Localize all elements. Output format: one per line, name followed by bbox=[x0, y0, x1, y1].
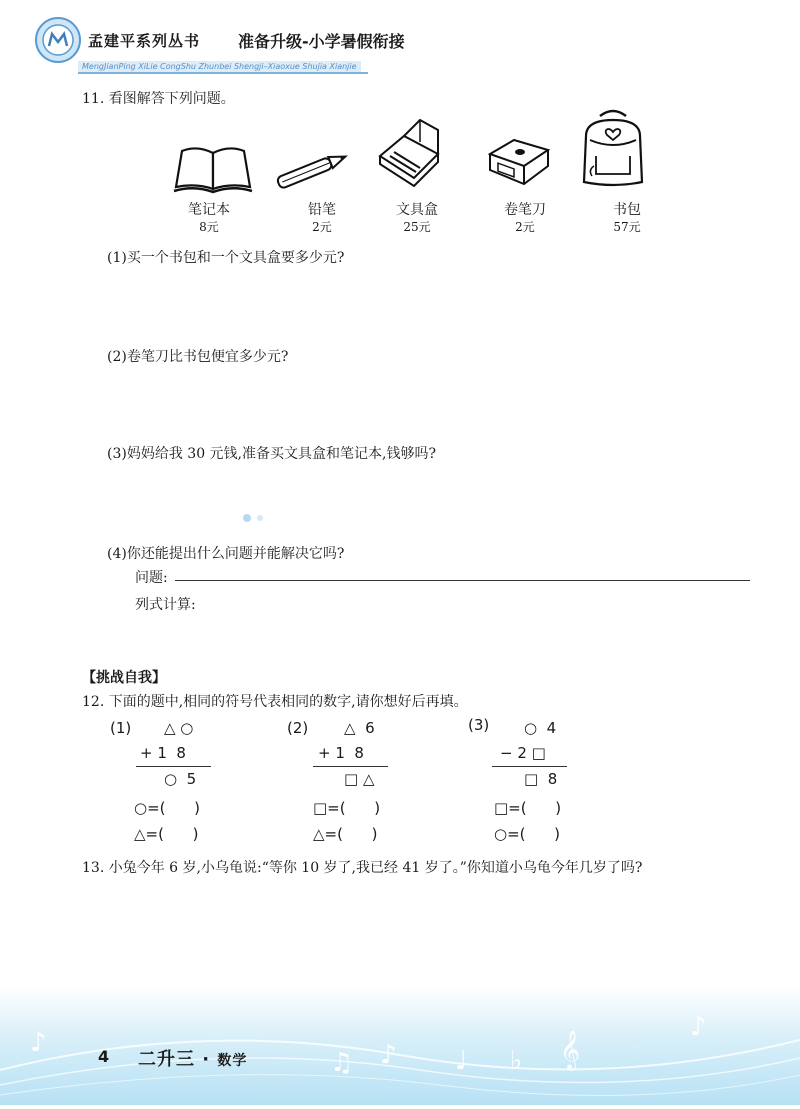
pencil-icon bbox=[272, 150, 352, 194]
wave-decoration bbox=[0, 1000, 800, 1109]
item-price-pencil: 2元 bbox=[312, 220, 332, 234]
question-11-2: (2)卷笔刀比书包便宜多少元? bbox=[107, 349, 289, 365]
music-note-icon: ♪ bbox=[380, 1040, 397, 1070]
question-label: 问题: bbox=[135, 570, 168, 586]
item-name-sharpener: 卷笔刀 bbox=[504, 202, 546, 218]
problem-1-rule bbox=[136, 766, 211, 767]
problem-3-rule bbox=[492, 766, 567, 767]
problem-3-label: (3) bbox=[468, 716, 490, 734]
problem-1-answer-2[interactable]: △=( ) bbox=[134, 825, 199, 843]
problem-2-rule bbox=[313, 766, 388, 767]
problem-2-answer-2[interactable]: △=( ) bbox=[313, 825, 378, 843]
item-name-pencil-case: 文具盒 bbox=[396, 202, 438, 218]
publisher-logo bbox=[34, 16, 82, 64]
page-number: 4 bbox=[98, 1047, 110, 1066]
question-12: 12. 下面的题中,相同的符号代表相同的数字,请你想好后再填。 bbox=[82, 694, 468, 710]
music-note-icon: ♪ bbox=[690, 1012, 707, 1042]
problem-2-label: (2) bbox=[287, 719, 309, 737]
question-11-3: (3)妈妈给我 30 元钱,准备买文具盒和笔记本,钱够吗? bbox=[107, 446, 436, 462]
subject-text: 数学 bbox=[217, 1053, 248, 1069]
music-flat-icon: ♭ bbox=[510, 1046, 523, 1076]
item-price-notebook: 8元 bbox=[199, 220, 219, 234]
decorative-dots bbox=[242, 508, 268, 527]
problem-1-mid: + 1 8 bbox=[140, 744, 186, 762]
item-price-sharpener: 2元 bbox=[515, 220, 535, 234]
answer-line[interactable] bbox=[175, 580, 750, 581]
notebook-icon bbox=[172, 143, 254, 199]
sharpener-icon bbox=[484, 128, 554, 192]
separator-dot: · bbox=[195, 1049, 218, 1070]
problem-3-top: ○ 4 bbox=[524, 719, 557, 737]
problem-1-bot: ○ 5 bbox=[164, 770, 197, 788]
music-note-icon: ♪ bbox=[30, 1028, 47, 1058]
problem-1-label: (1) bbox=[110, 719, 132, 737]
series-name: 孟建平系列丛书 bbox=[88, 32, 201, 50]
problem-2-answer-1[interactable]: □=( ) bbox=[313, 799, 381, 817]
book-title: 准备升级-小学暑假衔接 bbox=[238, 32, 405, 51]
problem-2-top: △ 6 bbox=[344, 719, 375, 737]
problem-3-mid: − 2 □ bbox=[500, 744, 546, 762]
item-name-notebook: 笔记本 bbox=[188, 202, 230, 218]
music-note-icon: ♫ bbox=[330, 1048, 354, 1078]
grade-label bbox=[138, 1045, 247, 1071]
problem-3-bot: □ 8 bbox=[524, 770, 558, 788]
question-13: 13. 小兔今年 6 岁,小乌龟说:“等你 10 岁了,我已经 41 岁了。”你知道小乌龟今年几岁了吗? bbox=[82, 860, 643, 876]
problem-2-mid: + 1 8 bbox=[318, 744, 364, 762]
problem-3-answer-2[interactable]: ○=( ) bbox=[494, 825, 560, 843]
schoolbag-icon bbox=[578, 108, 648, 194]
item-name-schoolbag: 书包 bbox=[613, 202, 641, 218]
header-rule bbox=[78, 72, 368, 74]
calc-label: 列式计算: bbox=[135, 597, 196, 613]
problem-3-answer-1[interactable]: □=( ) bbox=[494, 799, 562, 817]
item-price-schoolbag: 57元 bbox=[613, 220, 641, 234]
question-11-1: (1)买一个书包和一个文具盒要多少元? bbox=[107, 250, 345, 266]
question-11-title: 11. 看图解答下列问题。 bbox=[82, 91, 235, 107]
item-price-pencil-case: 25元 bbox=[403, 220, 431, 234]
challenge-heading: 【挑战自我】 bbox=[82, 670, 166, 686]
pinyin-subtitle: MengJianPing XiLie CongShu Zhunbei Shengji–Xiaoxue Shujia Xianjie bbox=[78, 61, 361, 72]
treble-clef-icon: 𝄞 bbox=[560, 1030, 581, 1070]
problem-2-bot: □ △ bbox=[344, 770, 375, 788]
pencil-case-icon bbox=[374, 118, 444, 194]
item-name-pencil: 铅笔 bbox=[308, 202, 336, 218]
music-note-icon: ♩ bbox=[455, 1046, 468, 1076]
grade-text: 二升三 bbox=[138, 1049, 195, 1070]
problem-1-answer-1[interactable]: ○=( ) bbox=[134, 799, 200, 817]
question-11-4: (4)你还能提出什么问题并能解决它吗? bbox=[107, 546, 345, 562]
problem-1-top: △ ○ bbox=[164, 719, 194, 737]
